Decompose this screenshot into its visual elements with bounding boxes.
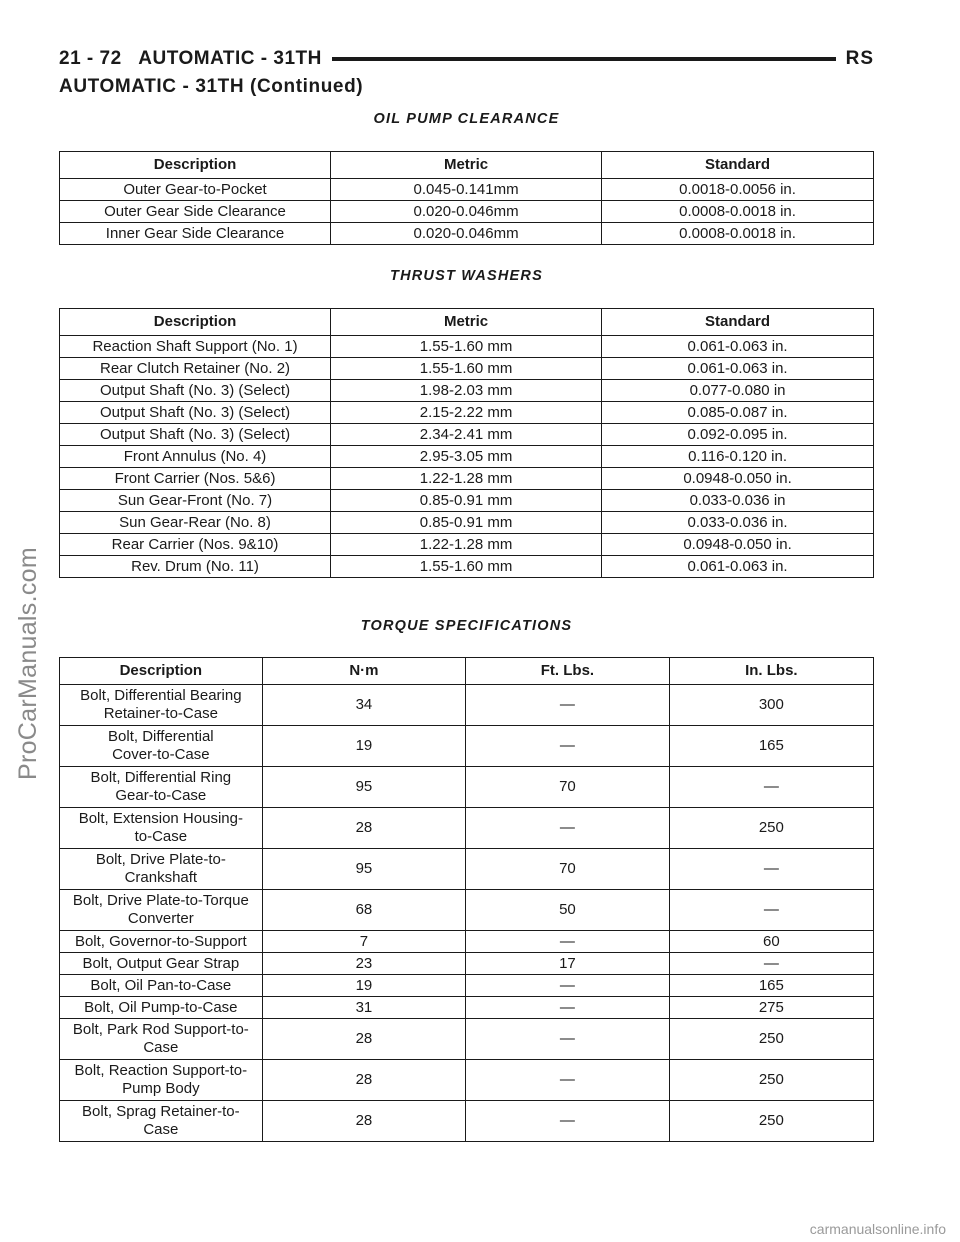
- table-cell: Bolt, Drive Plate-to- Crankshaft: [60, 849, 263, 890]
- table-row: [60, 931, 874, 953]
- table-row: [60, 726, 874, 767]
- table-cell: 95: [262, 849, 466, 890]
- side-watermark: ProCarManuals.com: [14, 547, 42, 780]
- table-cell: 0.077-0.080 in: [602, 380, 874, 402]
- table-row: [60, 1019, 874, 1060]
- table-cell: 2.95-3.05 mm: [331, 446, 602, 468]
- table-cell: 165: [669, 726, 873, 767]
- column-header: Description: [60, 658, 263, 685]
- table-header-row: [60, 152, 874, 179]
- table-cell: Bolt, Park Rod Support-to- Case: [60, 1019, 263, 1060]
- table-cell: 1.55-1.60 mm: [331, 358, 602, 380]
- table-cell: 0.020-0.046mm: [331, 223, 602, 245]
- table-row: [60, 890, 874, 931]
- table-cell: 250: [669, 1101, 873, 1142]
- table-cell: Rear Carrier (Nos. 9&10): [60, 534, 331, 556]
- table-cell: 275: [669, 997, 873, 1019]
- table-row: [60, 953, 874, 975]
- section-subtitle: AUTOMATIC - 31TH (Continued): [59, 76, 364, 97]
- table-row: [60, 556, 874, 578]
- table-row: [60, 1060, 874, 1101]
- table-cell: 2.15-2.22 mm: [331, 402, 602, 424]
- table-cell: Bolt, Sprag Retainer-to- Case: [60, 1101, 263, 1142]
- table-row: [60, 446, 874, 468]
- table-row: [60, 402, 874, 424]
- table-cell: 0.116-0.120 in.: [602, 446, 874, 468]
- table-cell: Output Shaft (No. 3) (Select): [60, 402, 331, 424]
- table-row: [60, 534, 874, 556]
- table-cell: 17: [466, 953, 670, 975]
- table-cell: Inner Gear Side Clearance: [60, 223, 331, 245]
- table-cell: —: [669, 953, 873, 975]
- table-cell: Output Shaft (No. 3) (Select): [60, 424, 331, 446]
- table-cell: —: [466, 1060, 670, 1101]
- table-cell: Bolt, Differential Cover-to-Case: [60, 726, 263, 767]
- table-cell: 1.55-1.60 mm: [331, 556, 602, 578]
- table-cell: 1.55-1.60 mm: [331, 336, 602, 358]
- table-cell: 165: [669, 975, 873, 997]
- table-row: [60, 223, 874, 245]
- table-row: [60, 358, 874, 380]
- column-header: Standard: [602, 309, 874, 336]
- table-cell: —: [466, 808, 670, 849]
- table-cell: Bolt, Drive Plate-to-Torque Converter: [60, 890, 263, 931]
- thrust-washers-table: [59, 308, 874, 578]
- table-cell: —: [669, 767, 873, 808]
- table-cell: 34: [262, 685, 466, 726]
- table-cell: 1.22-1.28 mm: [331, 468, 602, 490]
- header-rule: [332, 57, 836, 61]
- section-code: RS: [845, 48, 874, 69]
- table-cell: —: [466, 685, 670, 726]
- column-header: Ft. Lbs.: [466, 658, 670, 685]
- table-cell: 0.085-0.087 in.: [602, 402, 874, 424]
- table-row: [60, 975, 874, 997]
- table-cell: 0.85-0.91 mm: [331, 512, 602, 534]
- table-cell: —: [466, 931, 670, 953]
- table-cell: 0.0008-0.0018 in.: [602, 201, 874, 223]
- table-cell: —: [466, 997, 670, 1019]
- table-cell: 19: [262, 975, 466, 997]
- table-row: [60, 336, 874, 358]
- table-row: [60, 201, 874, 223]
- table-cell: Front Carrier (Nos. 5&6): [60, 468, 331, 490]
- thrust-washers-title: THRUST WASHERS: [390, 268, 543, 284]
- table-cell: Bolt, Governor-to-Support: [60, 931, 263, 953]
- table-cell: 250: [669, 1019, 873, 1060]
- table-cell: 2.34-2.41 mm: [331, 424, 602, 446]
- table-cell: —: [466, 726, 670, 767]
- table-cell: 1.22-1.28 mm: [331, 534, 602, 556]
- table-row: [60, 468, 874, 490]
- table-cell: Bolt, Oil Pan-to-Case: [60, 975, 263, 997]
- table-cell: 28: [262, 808, 466, 849]
- table-cell: 95: [262, 767, 466, 808]
- table-header-row: [60, 658, 874, 685]
- table-header-row: [60, 309, 874, 336]
- table-cell: —: [466, 975, 670, 997]
- table-cell: Bolt, Differential Ring Gear-to-Case: [60, 767, 263, 808]
- oil-pump-table: [59, 151, 874, 245]
- table-cell: 0.020-0.046mm: [331, 201, 602, 223]
- table-cell: 0.85-0.91 mm: [331, 490, 602, 512]
- table-cell: 250: [669, 1060, 873, 1101]
- table-cell: Rear Clutch Retainer (No. 2): [60, 358, 331, 380]
- table-row: [60, 997, 874, 1019]
- table-cell: 0.0018-0.0056 in.: [602, 179, 874, 201]
- table-row: [60, 512, 874, 534]
- table-row: [60, 685, 874, 726]
- footer-watermark: carmanualsonline.info: [809, 1221, 946, 1237]
- table-row: [60, 490, 874, 512]
- oil-pump-title: OIL PUMP CLEARANCE: [373, 111, 560, 127]
- table-row: [60, 808, 874, 849]
- table-cell: 0.061-0.063 in.: [602, 336, 874, 358]
- table-cell: Bolt, Extension Housing- to-Case: [60, 808, 263, 849]
- table-cell: 70: [466, 849, 670, 890]
- table-cell: 31: [262, 997, 466, 1019]
- table-cell: Reaction Shaft Support (No. 1): [60, 336, 331, 358]
- table-cell: 0.033-0.036 in.: [602, 512, 874, 534]
- table-row: [60, 424, 874, 446]
- torque-specs-table: [59, 657, 874, 1142]
- table-cell: —: [466, 1019, 670, 1060]
- table-row: [60, 849, 874, 890]
- table-cell: 0.0948-0.050 in.: [602, 468, 874, 490]
- table-cell: —: [669, 890, 873, 931]
- table-cell: Bolt, Differential Bearing Retainer-to-Case: [60, 685, 263, 726]
- table-cell: Bolt, Reaction Support-to- Pump Body: [60, 1060, 263, 1101]
- table-cell: 1.98-2.03 mm: [331, 380, 602, 402]
- table-cell: Rev. Drum (No. 11): [60, 556, 331, 578]
- table-cell: Outer Gear-to-Pocket: [60, 179, 331, 201]
- page-reference: 21 - 72 AUTOMATIC - 31TH: [59, 48, 322, 69]
- table-row: [60, 1101, 874, 1142]
- column-header: Metric: [331, 152, 602, 179]
- table-cell: Output Shaft (No. 3) (Select): [60, 380, 331, 402]
- table-cell: Sun Gear-Rear (No. 8): [60, 512, 331, 534]
- table-cell: 300: [669, 685, 873, 726]
- table-cell: 0.061-0.063 in.: [602, 556, 874, 578]
- table-cell: 19: [262, 726, 466, 767]
- column-header: N·m: [262, 658, 466, 685]
- table-cell: 0.033-0.036 in: [602, 490, 874, 512]
- table-cell: Outer Gear Side Clearance: [60, 201, 331, 223]
- table-cell: 50: [466, 890, 670, 931]
- table-cell: 68: [262, 890, 466, 931]
- table-row: [60, 767, 874, 808]
- table-cell: 250: [669, 808, 873, 849]
- table-cell: 28: [262, 1101, 466, 1142]
- column-header: Standard: [602, 152, 874, 179]
- table-cell: 23: [262, 953, 466, 975]
- column-header: Description: [60, 309, 331, 336]
- table-cell: —: [669, 849, 873, 890]
- table-row: [60, 179, 874, 201]
- torque-specs-title: TORQUE SPECIFICATIONS: [360, 618, 573, 634]
- table-cell: 0.045-0.141mm: [331, 179, 602, 201]
- table-cell: Bolt, Output Gear Strap: [60, 953, 263, 975]
- table-cell: 28: [262, 1019, 466, 1060]
- column-header: In. Lbs.: [669, 658, 873, 685]
- table-cell: 0.0948-0.050 in.: [602, 534, 874, 556]
- column-header: Metric: [331, 309, 602, 336]
- table-cell: Front Annulus (No. 4): [60, 446, 331, 468]
- table-cell: 0.0008-0.0018 in.: [602, 223, 874, 245]
- table-cell: Bolt, Oil Pump-to-Case: [60, 997, 263, 1019]
- table-cell: 0.061-0.063 in.: [602, 358, 874, 380]
- table-cell: 28: [262, 1060, 466, 1101]
- page-header: [59, 46, 874, 72]
- table-row: [60, 380, 874, 402]
- table-cell: 0.092-0.095 in.: [602, 424, 874, 446]
- table-cell: 7: [262, 931, 466, 953]
- table-cell: 60: [669, 931, 873, 953]
- table-cell: —: [466, 1101, 670, 1142]
- column-header: Description: [60, 152, 331, 179]
- table-cell: 70: [466, 767, 670, 808]
- table-cell: Sun Gear-Front (No. 7): [60, 490, 331, 512]
